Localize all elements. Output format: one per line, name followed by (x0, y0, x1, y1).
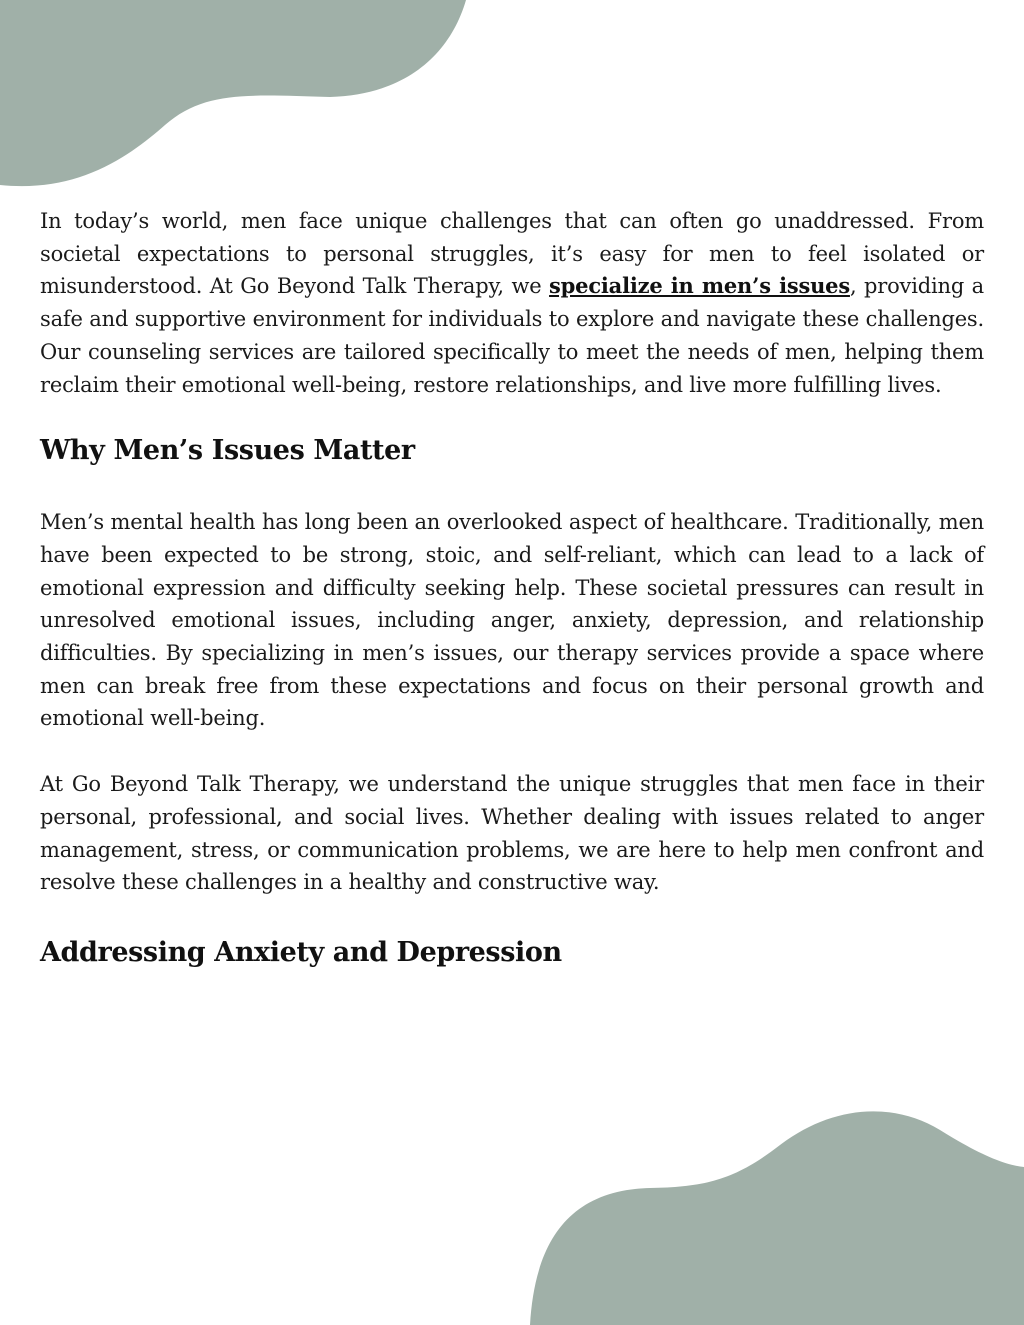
intro-text-end: , providing a safe and supportive environment for individuals to explore and navigate these challenges. Our counseling services are tailored specifically to meet the needs of men, helping them reclaim their emotional well-being, restore relationships, and live more fulfilling lives. (40, 274, 984, 397)
intro-text-start: In today’s world, men face unique challenges that can often go unaddressed. From societal expectations to personal struggles, it’s easy for men to feel isolated or misunderstood. At Go Beyond Talk Therapy, we (40, 209, 984, 299)
intro-paragraph (40, 205, 984, 401)
section-heading-addressing-anxiety-and-depression: Addressing Anxiety and Depression (40, 936, 562, 968)
body-paragraph: At Go Beyond Talk Therapy, we understand the unique struggles that men face in their personal, professional, and social lives. Whether dealing with issues related to anger management, stress, or communication problems, we are here to help men confront and resolve these challenges in a healthy and constructive way. (40, 772, 984, 895)
decorative-blob-top (0, 0, 470, 190)
section-heading-why-mens-issues-matter: Why Men’s Issues Matter (40, 435, 415, 467)
article-content (40, 205, 984, 971)
decorative-blob-bottom (530, 1105, 1024, 1325)
specialize-mens-issues-link[interactable]: specialize in men’s issues (549, 273, 850, 299)
body-paragraph: Men’s mental health has long been an overlooked aspect of healthcare. Traditionally, men have been expected to be strong, stoic, and self-reliant, which can lead to a lack of emotional expression and difficulty seeking help. These societal pressures can result in unresolved emotional issues, including anger, anxiety, depression, and relationship difficulties. By specializing in men’s issues, our therapy services provide a space where men can break free from these expectations and focus on their personal growth and emotional well-being. (40, 510, 984, 731)
